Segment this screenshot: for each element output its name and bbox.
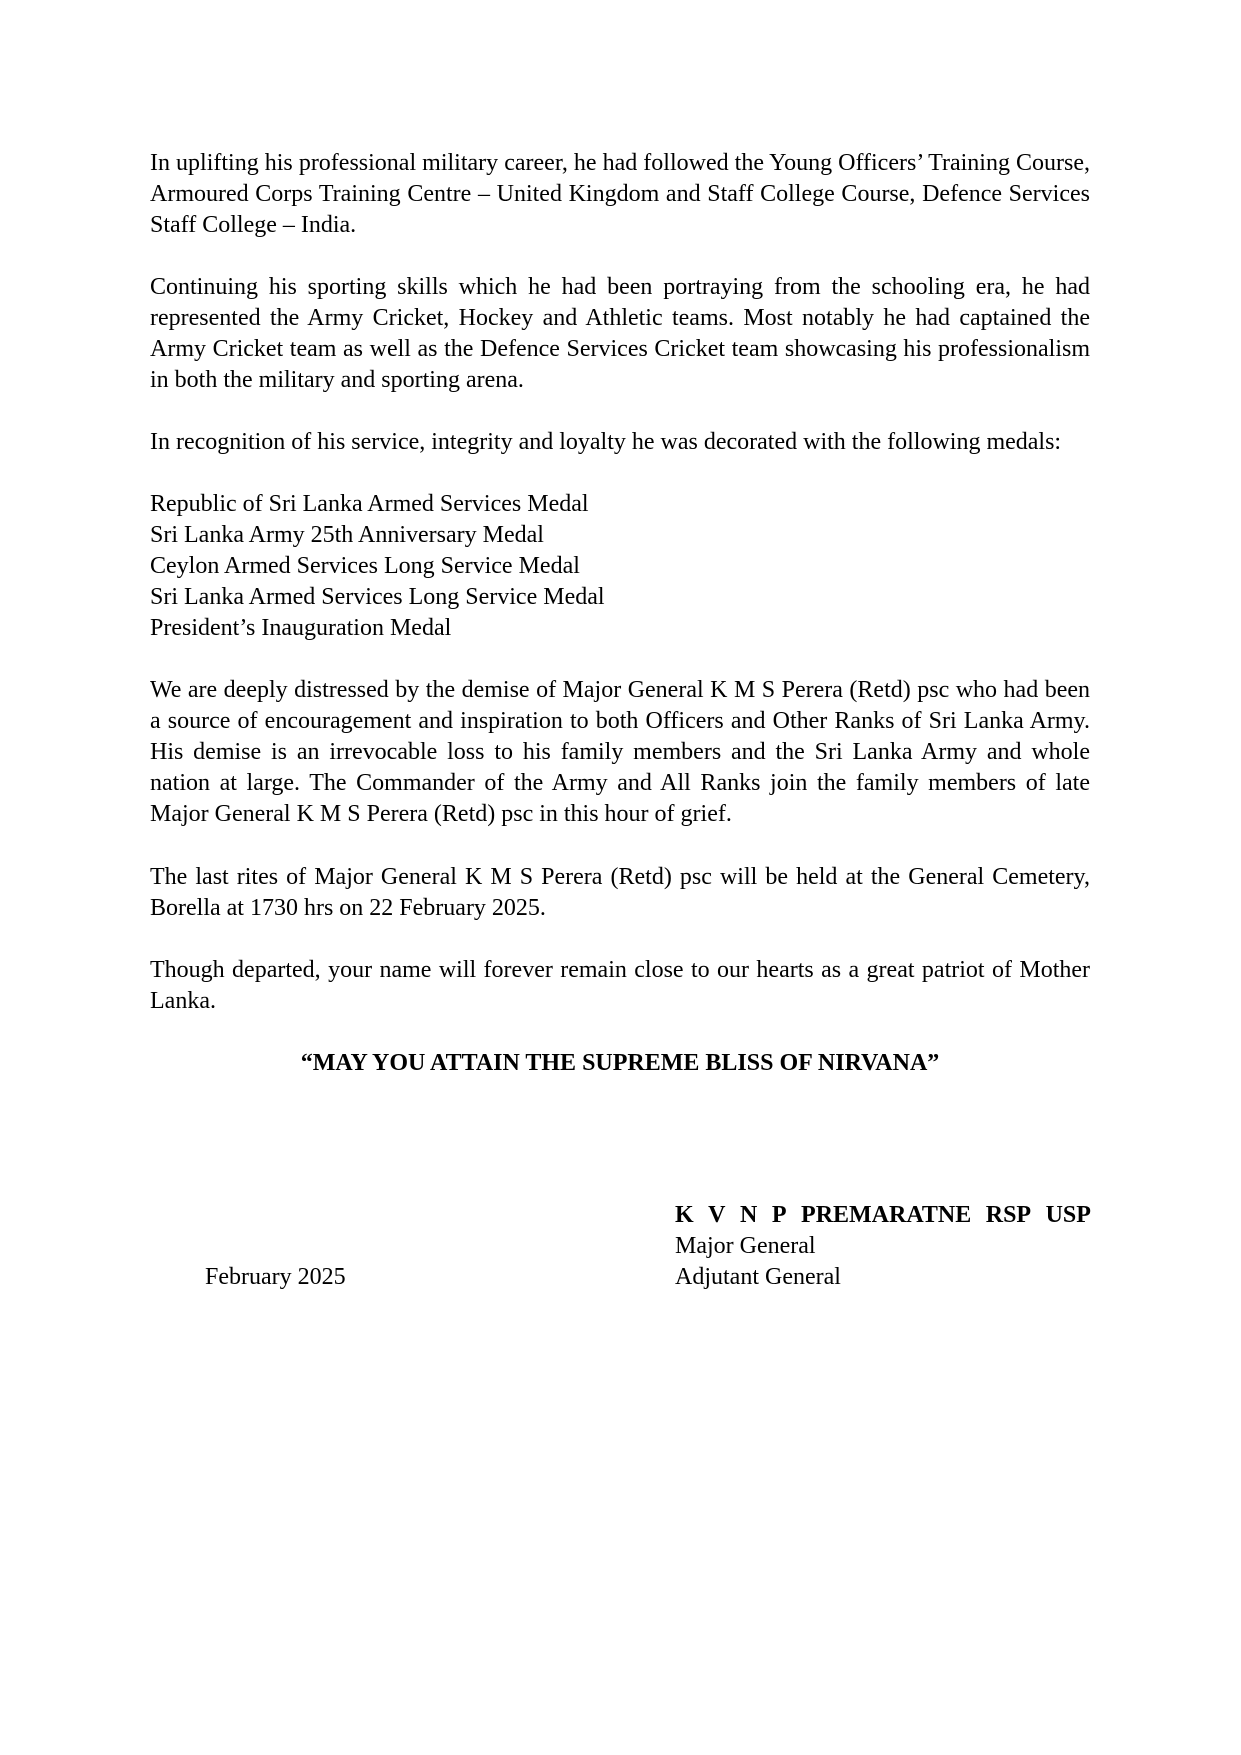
signatory-name-part: USP <box>1045 1202 1091 1228</box>
signatory-name-part: V <box>708 1202 726 1228</box>
signature-block <box>675 1200 1091 1293</box>
medal-item: President’s Inauguration Medal <box>150 615 452 641</box>
blessing-heading: “MAY YOU ATTAIN THE SUPREME BLISS OF NIRVANA” <box>300 1050 940 1076</box>
paragraph-medals-intro: In recognition of his service, integrity and loyalty he was decorated with the following medals: <box>150 429 1062 455</box>
medal-item: Ceylon Armed Services Long Service Medal <box>150 553 580 579</box>
medals-list <box>150 489 1090 644</box>
signatory-name-part: PREMARATNE <box>801 1202 972 1228</box>
signatory-name-part: N <box>740 1202 758 1228</box>
paragraph-last-rites: The last rites of Major General K M S Perera (Retd) psc will be held at the General Cemetery, Borella at 1730 hrs on 22 February 2025. <box>150 864 1090 921</box>
signatory-name-part: P <box>771 1202 787 1228</box>
medal-item: Sri Lanka Armed Services Long Service Medal <box>150 584 605 610</box>
paragraph-farewell: Though departed, your name will forever remain close to our hearts as a great patriot of Mother Lanka. <box>150 957 1090 1014</box>
signatory-name <box>675 1200 1091 1231</box>
signatory-name-part: RSP <box>985 1202 1032 1228</box>
document-date: February 2025 <box>205 1264 346 1290</box>
paragraph-training: In uplifting his professional military career, he had followed the Young Officers’ Training Course, Armoured Corps Training Centre – United Kingdom and Staff College Course, Defence Services Staff College – India. <box>150 150 1090 238</box>
medal-item: Republic of Sri Lanka Armed Services Medal <box>150 491 589 517</box>
signatory-rank: Major General <box>675 1233 816 1259</box>
paragraph-condolence: We are deeply distressed by the demise of Major General K M S Perera (Retd) psc who had been a source of encouragement and inspiration to both Officers and Other Ranks of Sri Lanka Army. His demise is an irrevocable loss to his family members and the Sri Lanka Army and whole nation at large. The Commander of the Army and All Ranks join the family members of late Major General K M S Perera (Retd) psc in this hour of grief. <box>150 677 1090 827</box>
paragraph-sports: Continuing his sporting skills which he had been portraying from the schooling era, he had represented the Army Cricket, Hockey and Athletic teams. Most notably he had captained the Army Cricket team as well as the Defence Services Cricket team showcasing his professionalism in both the military and sporting arena. <box>150 274 1090 393</box>
medal-item: Sri Lanka Army 25th Anniversary Medal <box>150 522 544 548</box>
signatory-name-part: K <box>675 1202 694 1228</box>
signatory-appointment: Adjutant General <box>675 1264 841 1290</box>
